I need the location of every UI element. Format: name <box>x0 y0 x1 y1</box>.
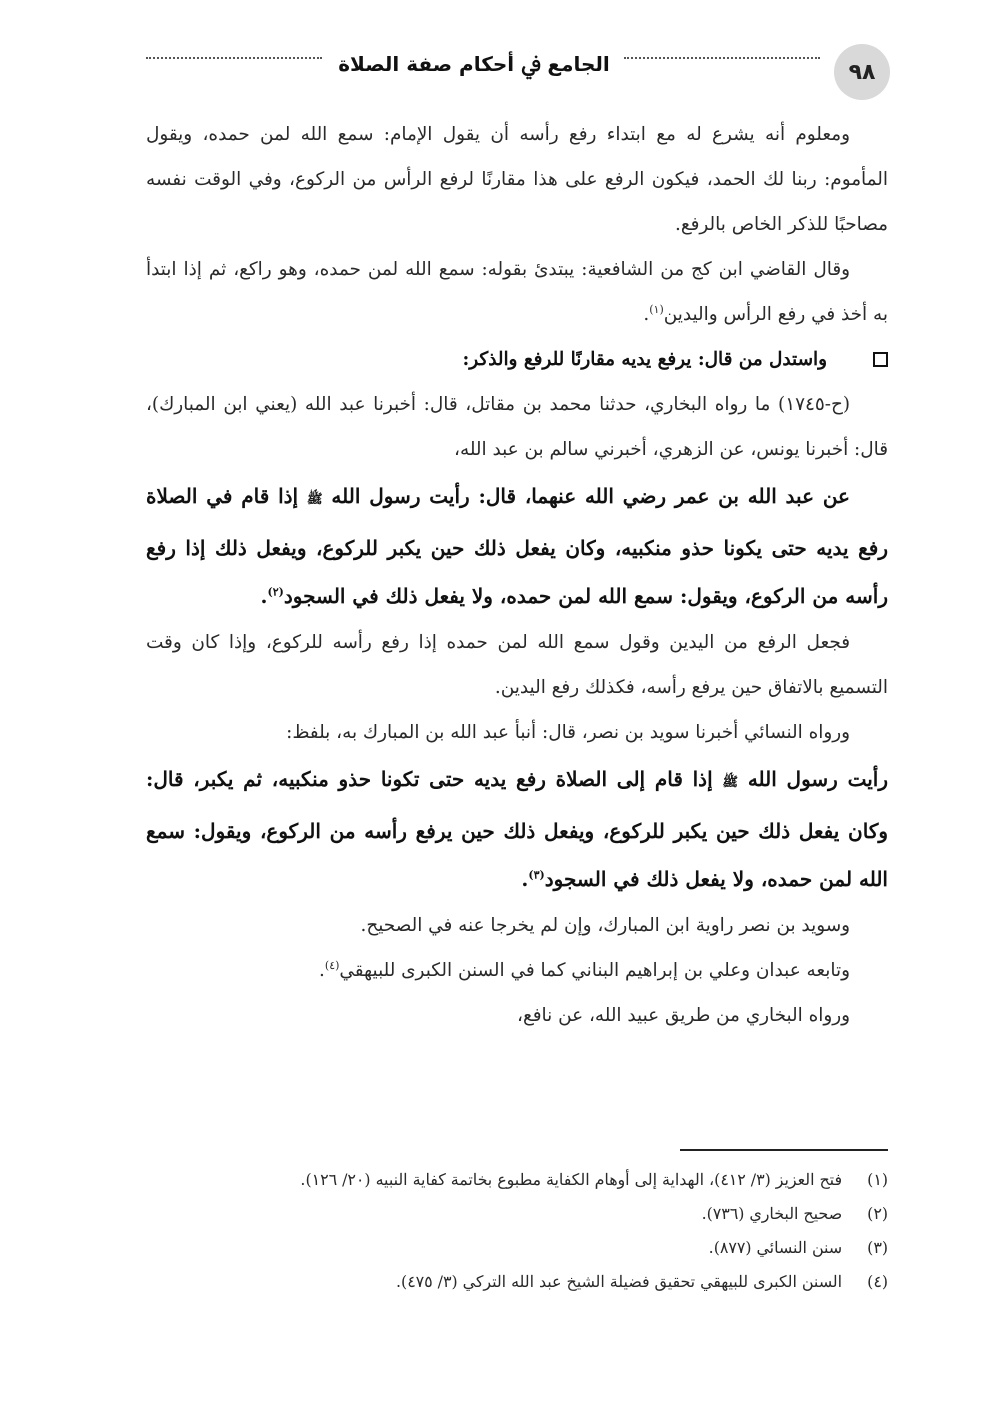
footnote-number: (١) <box>867 1170 888 1189</box>
footnote <box>146 1163 888 1197</box>
footnote-number: (٢) <box>867 1204 888 1223</box>
header-dotted-rule-right <box>624 57 820 59</box>
hadith-text-part: عن عبد الله بن عمر رضي الله عنهما، قال: رأيت رسول الله <box>331 484 850 508</box>
hadith-text: عن عبد الله بن عمر رضي الله عنهما، قال: رأيت رسول الله ﷺ إذا قام في الصلاة رفع يديه حتى يكونا حذو منكبيه، وكان يفعل ذلك حين يكبر للركوع، ويفعل ذلك إذا رفع رأسه من الركوع، ويقول: سمع الله لمن حمده، ولا يفعل ذلك في السجود$^{(٢)}$. <box>146 484 889 608</box>
footnote-ref[interactable]: (٤) <box>324 958 340 972</box>
footnotes <box>146 1163 888 1299</box>
footnote-text: السنن الكبرى للبيهقي تحقيق فضيلة الشيخ عبد الله التركي (٣/ ٤٧٥). <box>396 1272 842 1291</box>
paragraph: ورواه البخاري من طريق عبيد الله، عن نافع، <box>517 1005 850 1026</box>
footnote <box>146 1197 888 1231</box>
page-number: ٩٨ <box>848 59 876 85</box>
paragraph: ومعلوم أنه يشرع له مع ابتداء رفع رأسه أن يقول الإمام: سمع الله لمن حمده، ويقول المأموم: ربنا لك الحمد، فيكون الرفع على هذا مقارنًا لرفع الرأس من الركوع، وفي الوقت نفسه مصاحبًا للذكر الخاص بالرفع. <box>146 124 888 235</box>
header-dotted-rule-left <box>146 57 322 59</box>
paragraph: فجعل الرفع من اليدين وقول سمع الله لمن حمده إذا رفع رأسه للركوع، وإذا كان وقت التسميع بالاتفاق حين يرفع رأسه، فكذلك رفع اليدين. <box>146 632 888 698</box>
footnote-ref[interactable]: (٢) <box>267 585 284 599</box>
main-text <box>146 112 888 1038</box>
hadith-chain: (ح-١٧٤٥) ما رواه البخاري، حدثنا محمد بن مقاتل، قال: أخبرنا عبد الله (يعني ابن المبارك)، قال: أخبرنا يونس، عن الزهري، أخبرني سالم بن عبد الله، <box>146 394 888 460</box>
section-heading <box>146 337 888 382</box>
honorific-icon: ﷺ <box>306 492 323 507</box>
hadith-text-part: إذا قام إلى الصلاة رفع يديه حتى تكونا حذو منكبيه، ثم يكبر، قال: وكان يفعل ذلك حين يكبر للركوع، ويفعل ذلك حين يرفع رأسه من الركوع، ويقول: سمع الله لمن حمده، ولا يفعل ذلك في السجود <box>146 767 888 891</box>
paragraph: وقال القاضي ابن كج من الشافعية: يبتدئ بقوله: سمع الله لمن حمده، وهو راكع، ثم إذا ابتدأ به أخذ في رفع الرأس واليدين$^{(١)}$. <box>146 259 888 325</box>
running-header-title: الجامع ﰲ أحكام صفة الصلاة <box>338 52 610 76</box>
footnote-ref[interactable]: (٣) <box>528 868 545 882</box>
footnote-number: (٤) <box>867 1272 888 1291</box>
footnote-text: سنن النسائي (٨٧٧). <box>708 1238 842 1257</box>
footnote <box>146 1231 888 1265</box>
paragraph: وتابعه عبدان وعلي بن إبراهيم البناني كما في السنن الكبرى للبيهقي$^{(٤)}$. <box>319 958 850 981</box>
footnote-separator <box>680 1149 888 1151</box>
page-number-badge <box>834 44 890 100</box>
footnote-text: فتح العزيز (٣/ ٤١٢)، الهداية إلى أوهام الكفاية مطبوع بخاتمة كفاية النبيه (٢٠/ ١٢٦). <box>300 1170 842 1189</box>
footnote-ref[interactable]: (١) <box>649 302 664 316</box>
paragraph-text: وتابعه عبدان وعلي بن إبراهيم البناني كما في السنن الكبرى للبيهقي <box>339 960 850 981</box>
section-heading-text: واستدل من قال: يرفع يديه مقارنًا للرفع والذكر: <box>462 349 827 370</box>
footnote <box>146 1265 888 1299</box>
paragraph-text: وقال القاضي ابن كج من الشافعية: يبتدئ بقوله: سمع الله لمن حمده، وهو راكع، ثم إذا ابتدأ به أخذ في رفع الرأس واليدين <box>146 259 888 325</box>
hadith-text-part: رأيت رسول الله <box>747 767 888 791</box>
footnote-number: (٣) <box>867 1238 888 1257</box>
honorific-icon: ﷺ <box>722 775 739 790</box>
hadith-text-part: إذا قام في الصلاة رفع يديه حتى يكونا حذو منكبيه، وكان يفعل ذلك حين يكبر للركوع، ويفعل ذلك إذا رفع رأسه من الركوع، ويقول: سمع الله لمن حمده، ولا يفعل ذلك في السجود <box>146 484 889 608</box>
checkbox-icon <box>873 352 888 367</box>
paragraph: ورواه النسائي أخبرنا سويد بن نصر، قال: أنبأ عبد الله بن المبارك به، بلفظ: <box>286 722 850 743</box>
hadith-text: رأيت رسول الله ﷺ إذا قام إلى الصلاة رفع يديه حتى تكونا حذو منكبيه، ثم يكبر، قال: وكان يفعل ذلك حين يكبر للركوع، ويفعل ذلك حين يرفع رأسه من الركوع، ويقول: سمع الله لمن حمده، ولا يفعل ذلك في السجود$^{(٣)}$. <box>146 767 888 891</box>
footnote-text: صحيح البخاري (٧٣٦). <box>701 1204 842 1223</box>
paragraph: وسويد بن نصر راوية ابن المبارك، وإن لم يخرجا عنه في الصحيح. <box>360 915 850 936</box>
